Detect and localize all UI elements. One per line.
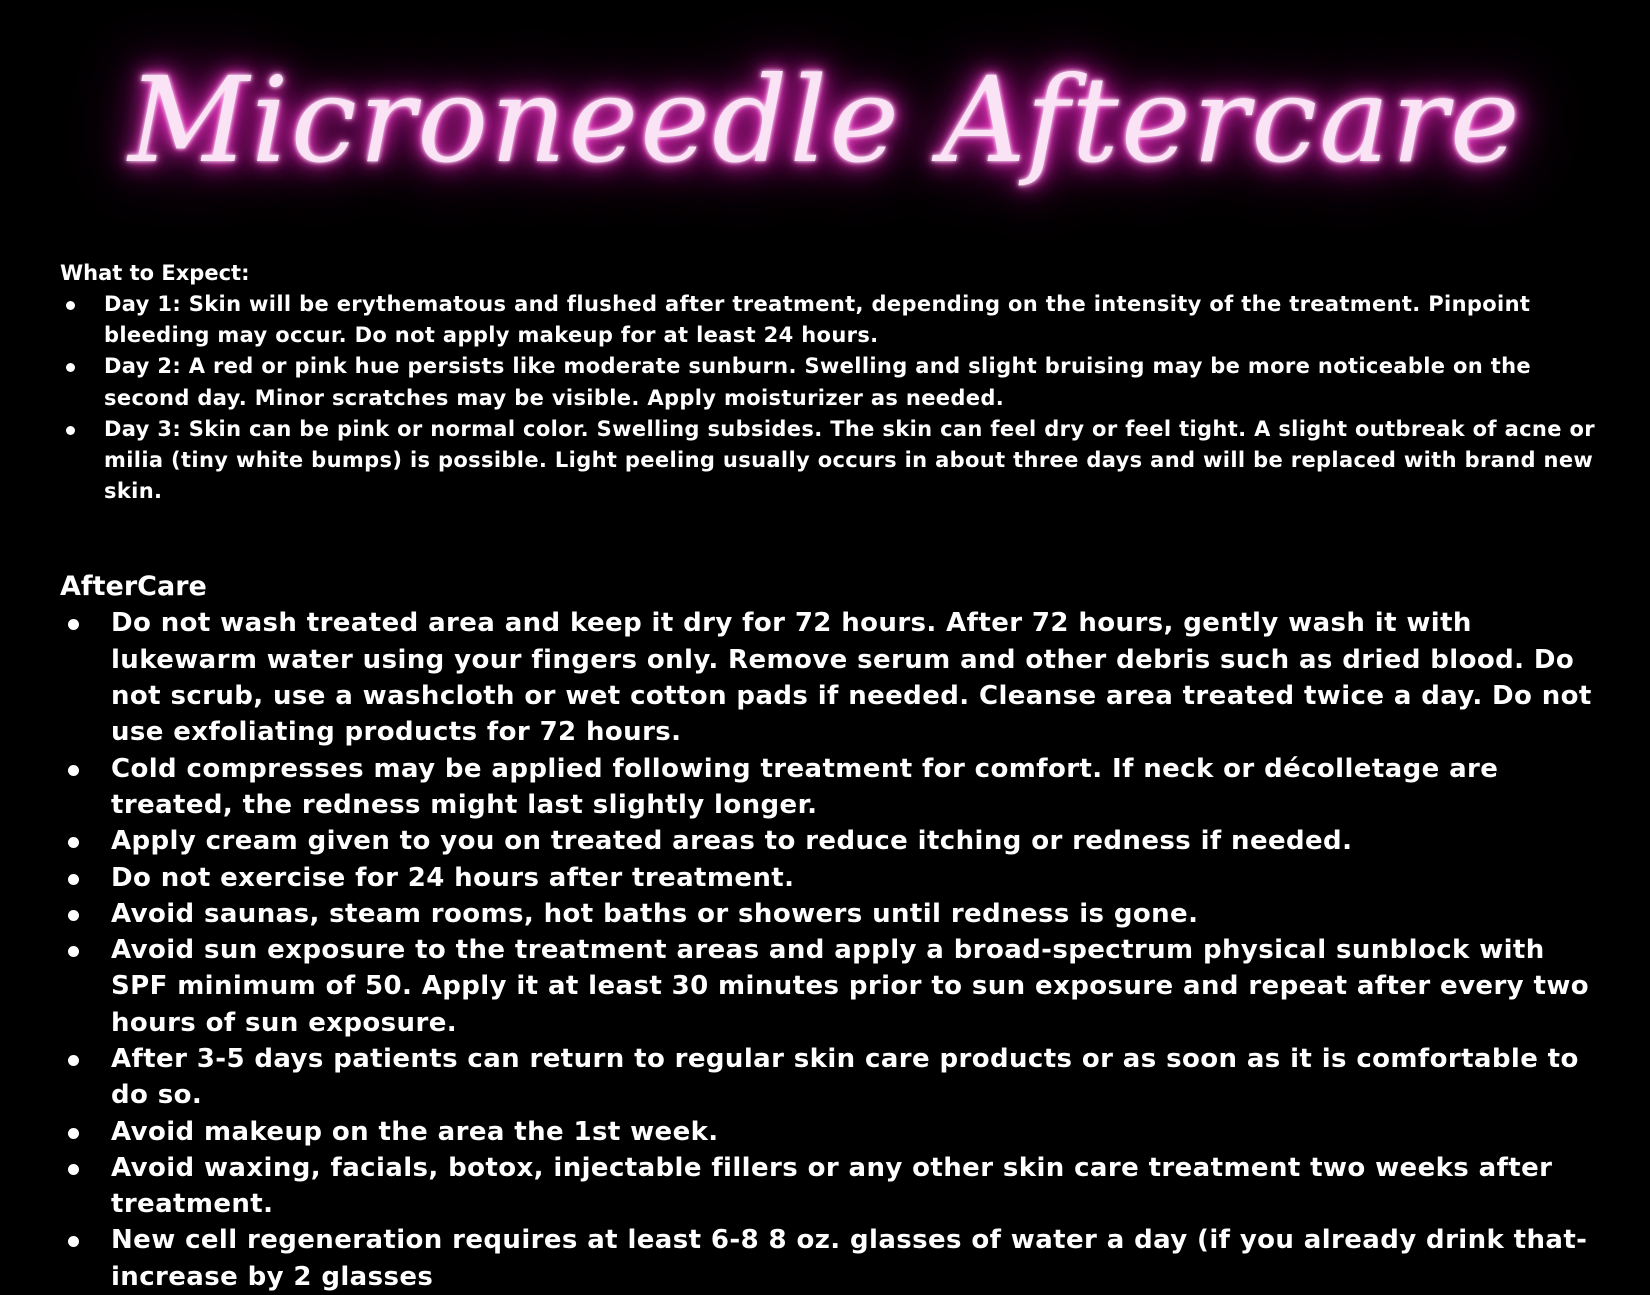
list-item-text: Day 1: Skin will be erythematous and flushed after treatment, depending on the intensity of the treatment. Pinpoint bleeding may occur. Do not apply makeup for at least 24 hours. bbox=[104, 292, 1531, 348]
bullet-icon bbox=[68, 946, 79, 957]
aftercare-heading: AfterCare bbox=[60, 571, 207, 603]
content bbox=[60, 258, 1600, 1295]
list-item bbox=[60, 1114, 1600, 1150]
aftercare-list bbox=[60, 605, 1600, 1295]
list-item-text: Avoid sun exposure to the treatment areas and apply a broad-spectrum physical sunblock with SPF minimum of 50. Apply it at least 30 minutes prior to sun exposure and repeat after every two hours of sun exposure. bbox=[111, 935, 1589, 1038]
bullet-icon bbox=[68, 837, 79, 848]
list-item-text: After 3-5 days patients can return to regular skin care products or as soon as it is comfortable to do so. bbox=[111, 1043, 1579, 1111]
bullet-icon bbox=[68, 1164, 79, 1175]
list-item bbox=[60, 1150, 1600, 1223]
list-item bbox=[60, 605, 1600, 750]
list-item-text: Avoid saunas, steam rooms, hot baths or showers until redness is gone. bbox=[111, 898, 1199, 929]
list-item-text: Do not wash treated area and keep it dry for 72 hours. After 72 hours, gently wash it with lukewarm water using your fingers only. Remove serum and other debris such as dried blood. Do not scrub, use a washcloth or wet cotton pads if needed. Cleanse area treated twice a day. Do not use exfoliating products for 72 hours. bbox=[111, 608, 1592, 748]
aftercare-section bbox=[60, 569, 1600, 1295]
list-item bbox=[60, 351, 1600, 413]
what-to-expect-heading: What to Expect: bbox=[60, 261, 250, 285]
bullet-icon bbox=[66, 301, 75, 310]
bullet-icon bbox=[66, 426, 75, 435]
what-to-expect-section bbox=[60, 258, 1600, 507]
list-item bbox=[60, 1222, 1600, 1295]
title-banner bbox=[0, 30, 1650, 230]
list-item bbox=[60, 896, 1600, 932]
list-item-text: Avoid waxing, facials, botox, injectable fillers or any other skin care treatment two weeks after treatment. bbox=[111, 1152, 1553, 1220]
bullet-icon bbox=[68, 765, 79, 776]
bullet-icon bbox=[68, 1128, 79, 1139]
list-item bbox=[60, 289, 1600, 351]
list-item-text: Day 3: Skin can be pink or normal color. Swelling subsides. The skin can feel dry or feel tight. A slight outbreak of acne or milia (tiny white bumps) is possible. Light peeling usually occurs in about three days and will be replaced with brand new skin. bbox=[104, 416, 1595, 504]
list-item bbox=[60, 823, 1600, 859]
bullet-icon bbox=[68, 1055, 79, 1066]
list-item-text: Day 2: A red or pink hue persists like moderate sunburn. Swelling and slight bruising may be more noticeable on the second day. Minor scratches may be visible. Apply moisturizer as needed. bbox=[104, 354, 1532, 410]
bullet-icon bbox=[68, 619, 79, 630]
list-item-text: Avoid makeup on the area the 1st week. bbox=[111, 1116, 719, 1147]
list-item-text: Cold compresses may be applied following treatment for comfort. If neck or décolletage are treated, the redness might last slightly longer. bbox=[111, 753, 1499, 820]
bullet-icon bbox=[68, 1236, 79, 1247]
list-item bbox=[60, 1041, 1600, 1114]
list-item-text: Apply cream given to you on treated areas to reduce itching or redness if needed. bbox=[111, 826, 1353, 857]
list-item-text: Do not exercise for 24 hours after treatment. bbox=[111, 862, 795, 893]
what-to-expect-list bbox=[60, 289, 1600, 507]
list-item bbox=[60, 414, 1600, 508]
bullet-icon bbox=[68, 910, 79, 921]
list-item bbox=[60, 932, 1600, 1041]
list-item bbox=[60, 751, 1600, 824]
bullet-icon bbox=[68, 874, 79, 885]
list-item bbox=[60, 860, 1600, 896]
list-item-text: New cell regeneration requires at least 6-8 8 oz. glasses of water a day (if you already drink that- increase by 2 glasses bbox=[111, 1225, 1588, 1292]
page-title: Microneedle Aftercare bbox=[128, 51, 1522, 189]
bullet-icon bbox=[66, 363, 75, 372]
